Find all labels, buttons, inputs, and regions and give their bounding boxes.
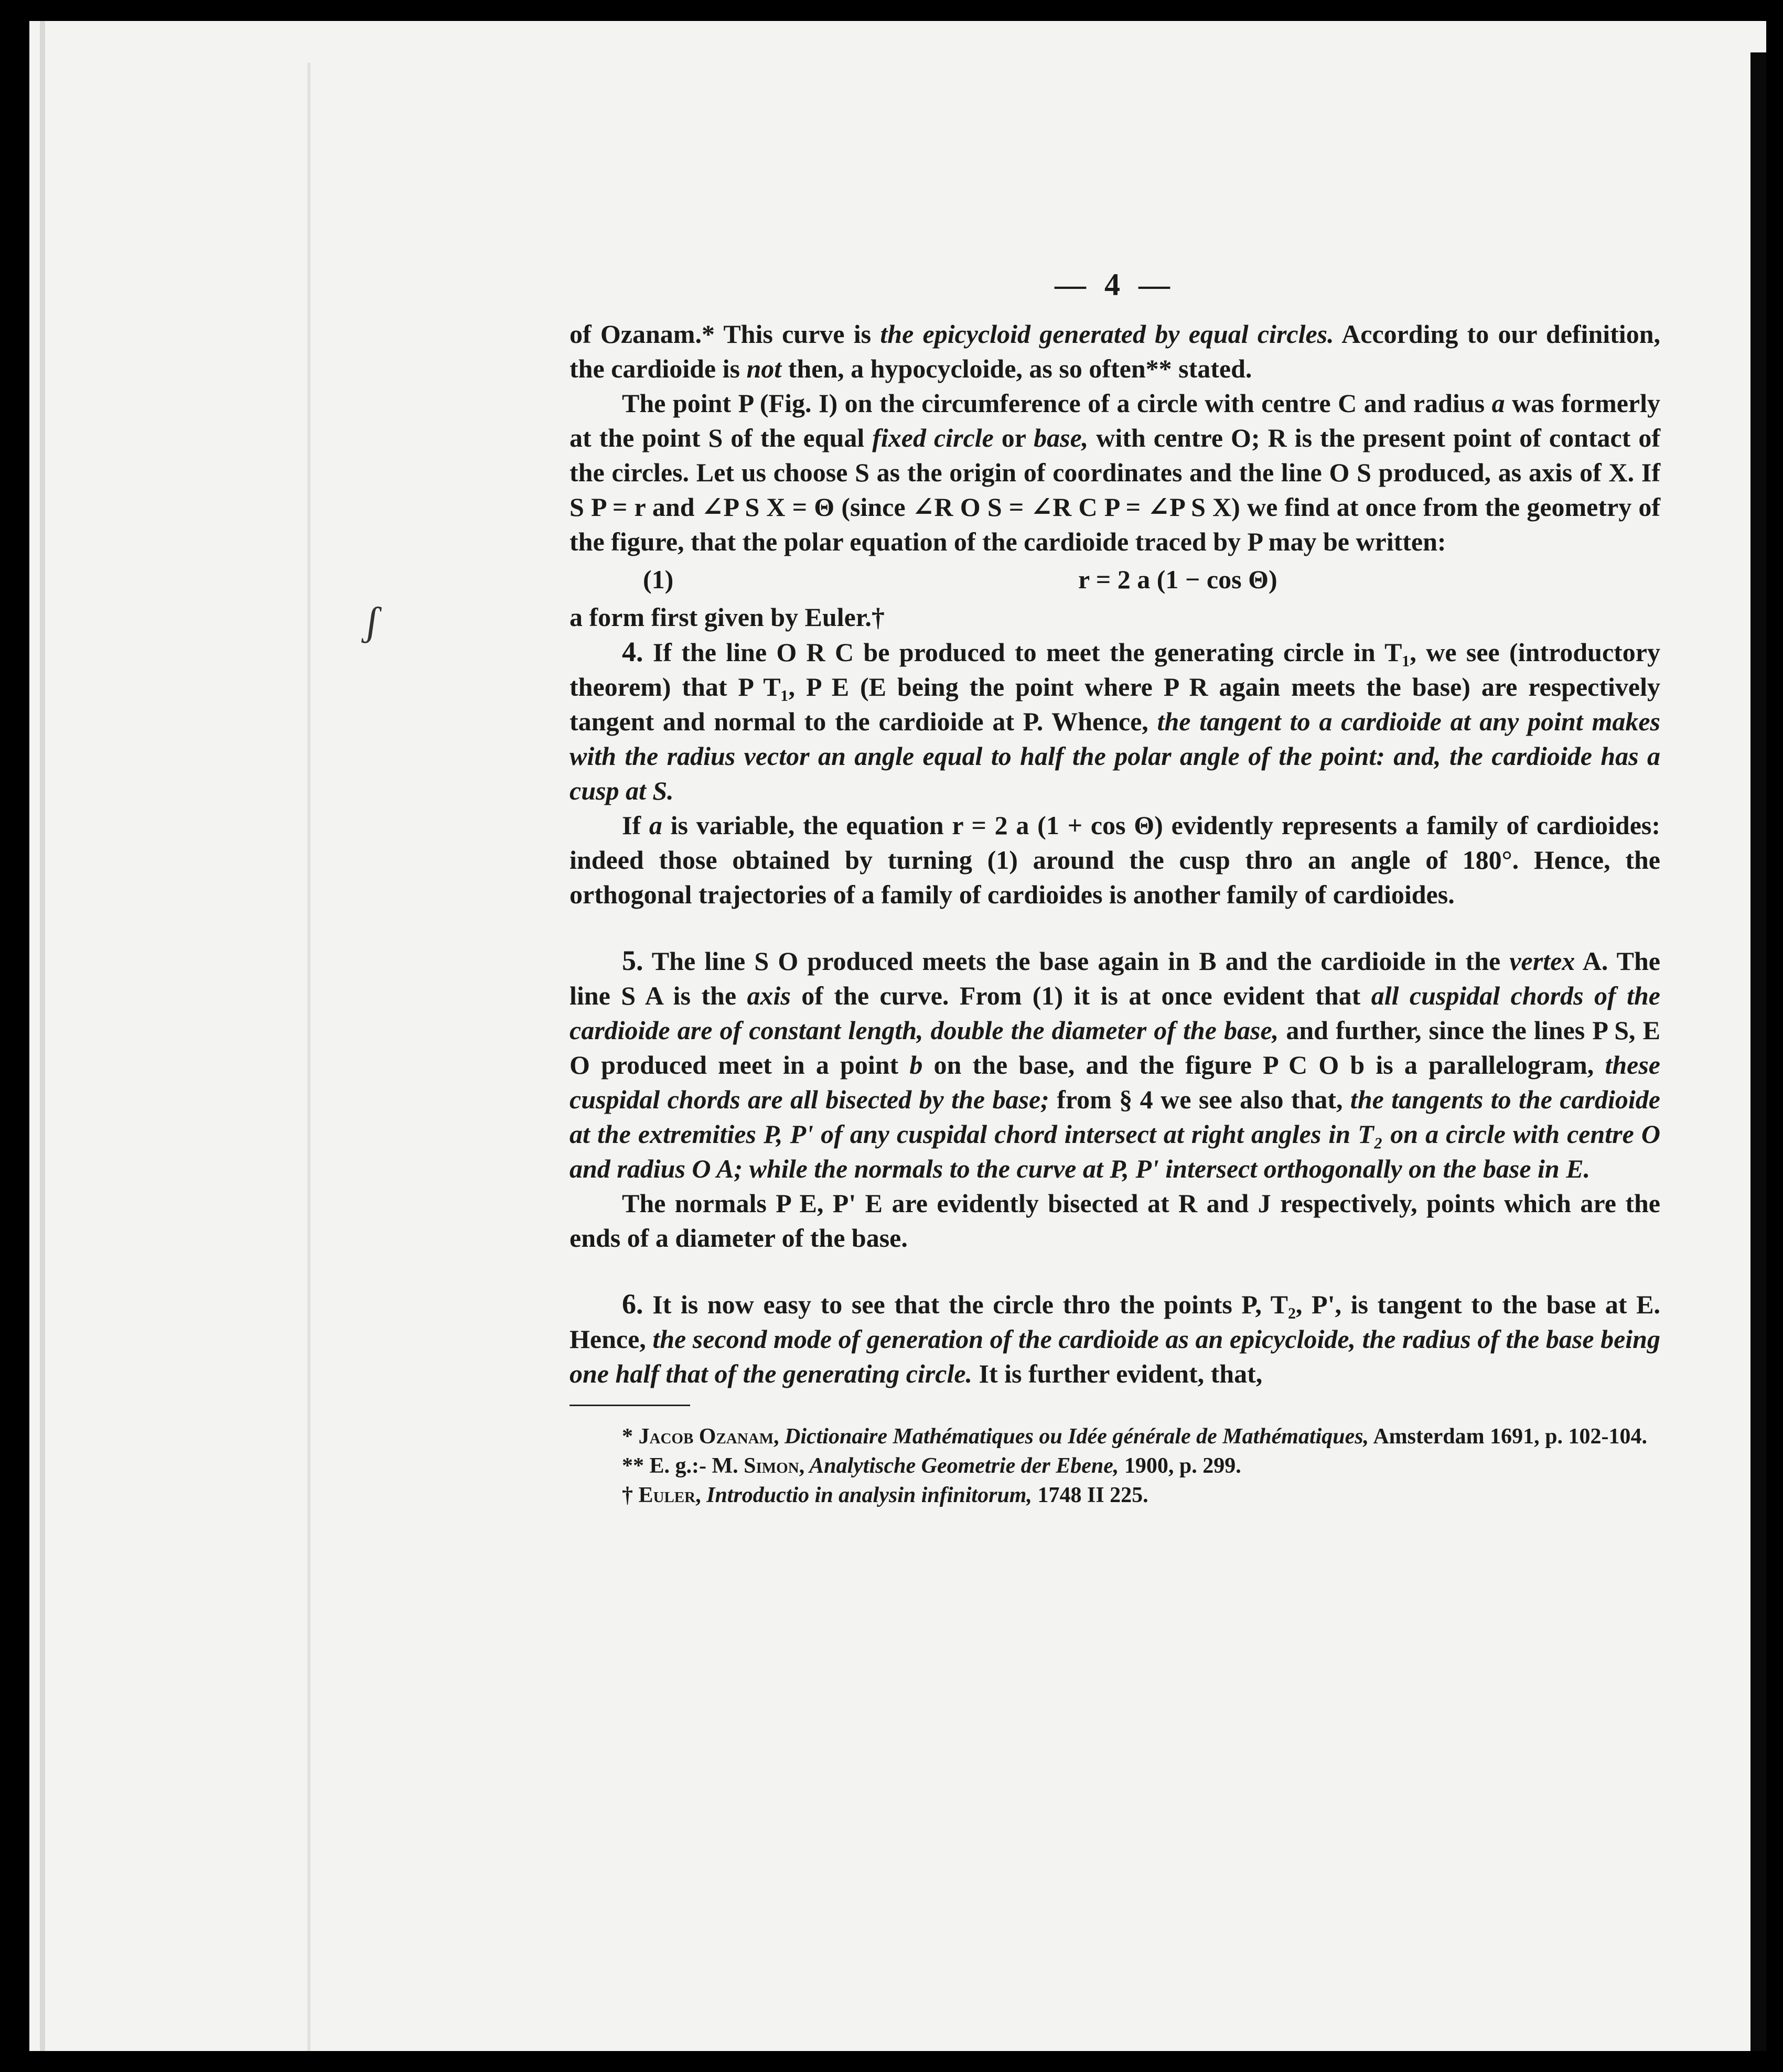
footnote-divider (570, 1405, 690, 1406)
body-text (570, 267, 1660, 1510)
footnotes (570, 1422, 1660, 1510)
page-right-border (1750, 52, 1766, 2051)
paragraph-section-6: 6. It is now easy to see that the circle thro the points P, T₂, P', is tangent to the base at E. Hence, the second mode of generation of the cardioide as an epicycloide, the radius of the base being one half that of the generating circle. It is further evident, that, (570, 1288, 1660, 1388)
page-fold-shadow (307, 63, 310, 2051)
footnote-euler: † Euler, Introductio in analysin infinitorum, 1748 II 225. (622, 1483, 1148, 1507)
equation-number: (1) (643, 565, 674, 594)
equation-body: r = 2 a (1 − cos Θ) (1078, 565, 1277, 594)
page-binding-edge (40, 21, 45, 2051)
paragraph-variable-a: If a is variable, the equation r = 2 a (1 + cos Θ) evidently represents a family of cardioides: indeed those obtained by turning (1) around the cusp thro an angle of 180°. Hence, the orthogonal trajectories of a family of cardioides is another family of cardioides. (570, 811, 1660, 909)
section-number: 5. (622, 945, 643, 976)
section-number: 6. (622, 1288, 643, 1320)
paragraph-point-p: The point P (Fig. I) on the circumference of a circle with centre C and radius a was formerly at the point S of the equal fixed circle or base, with centre O; R is the present point of contact of the circles. Let us choose S as the origin of coordinates and the line O S produced, as axis of X. If S P = r and ∠P S X = Θ (since ∠R O S = ∠R C P = ∠P S X) we find at once from the geometry of the figure, that the polar equation of the cardioide traced by P may be written: (570, 388, 1661, 556)
margin-mark: ʃ (362, 597, 382, 645)
equation-1 (570, 562, 1660, 597)
paragraph-ozanam: of Ozanam.* This curve is the epicycloid generated by equal circles. According to our definition, the cardioide is not then, a hypocycloide, as so often** stated. (570, 319, 1660, 383)
footnote-simon: ** E. g.:- M. Simon, Analytische Geometrie der Ebene, 1900, p. 299. (622, 1454, 1241, 1478)
section-number: 4. (622, 636, 643, 667)
paragraph-normals: The normals P E, P' E are evidently bisected at R and J respectively, points which are the ends of a diameter of the base. (570, 1189, 1660, 1253)
scanned-page (29, 21, 1766, 2051)
page-number: — 4 — (1055, 267, 1175, 302)
paragraph-euler-form: a form first given by Euler.† (570, 602, 885, 632)
paragraph-section-5: 5. The line S O produced meets the base again in B and the cardioide in the vertex A. The line S A is the axis of the curve. From (1) it is at once evident that all cuspidal chords of the cardioide are of constant length, double the diameter of the base, and further, since the lines P S, E O produced meet in a point b on the base, and the figure P C O b is a parallelogram, these cuspidal chords are all bisected by the base; from § 4 we see also that, the tangents to the cardioide at the extremities P, P' of any cuspidal chord intersect at right angles in T₂ on a circle with centre O and radius O A; while the normals to the curve at P, P' intersect orthogonally on the base in E. (570, 945, 1661, 1183)
paragraph-section-4: 4. If the line O R C be produced to meet the generating circle in T₁, we see (introductory theorem) that P T₁, P E (E being the point where P R again meets the base) are respectively tangent and normal to the cardioide at P. Whence, the tangent to a cardioide at any point makes with the radius vector an angle equal to half the polar angle of the point: and, the cardioide has a cusp at S. (570, 636, 1661, 805)
footnote-ozanam: * Jacob Ozanam, Dictionaire Mathématiques ou Idée générale de Mathématiques, Amsterdam 1691, p. 102-104. (622, 1424, 1647, 1449)
